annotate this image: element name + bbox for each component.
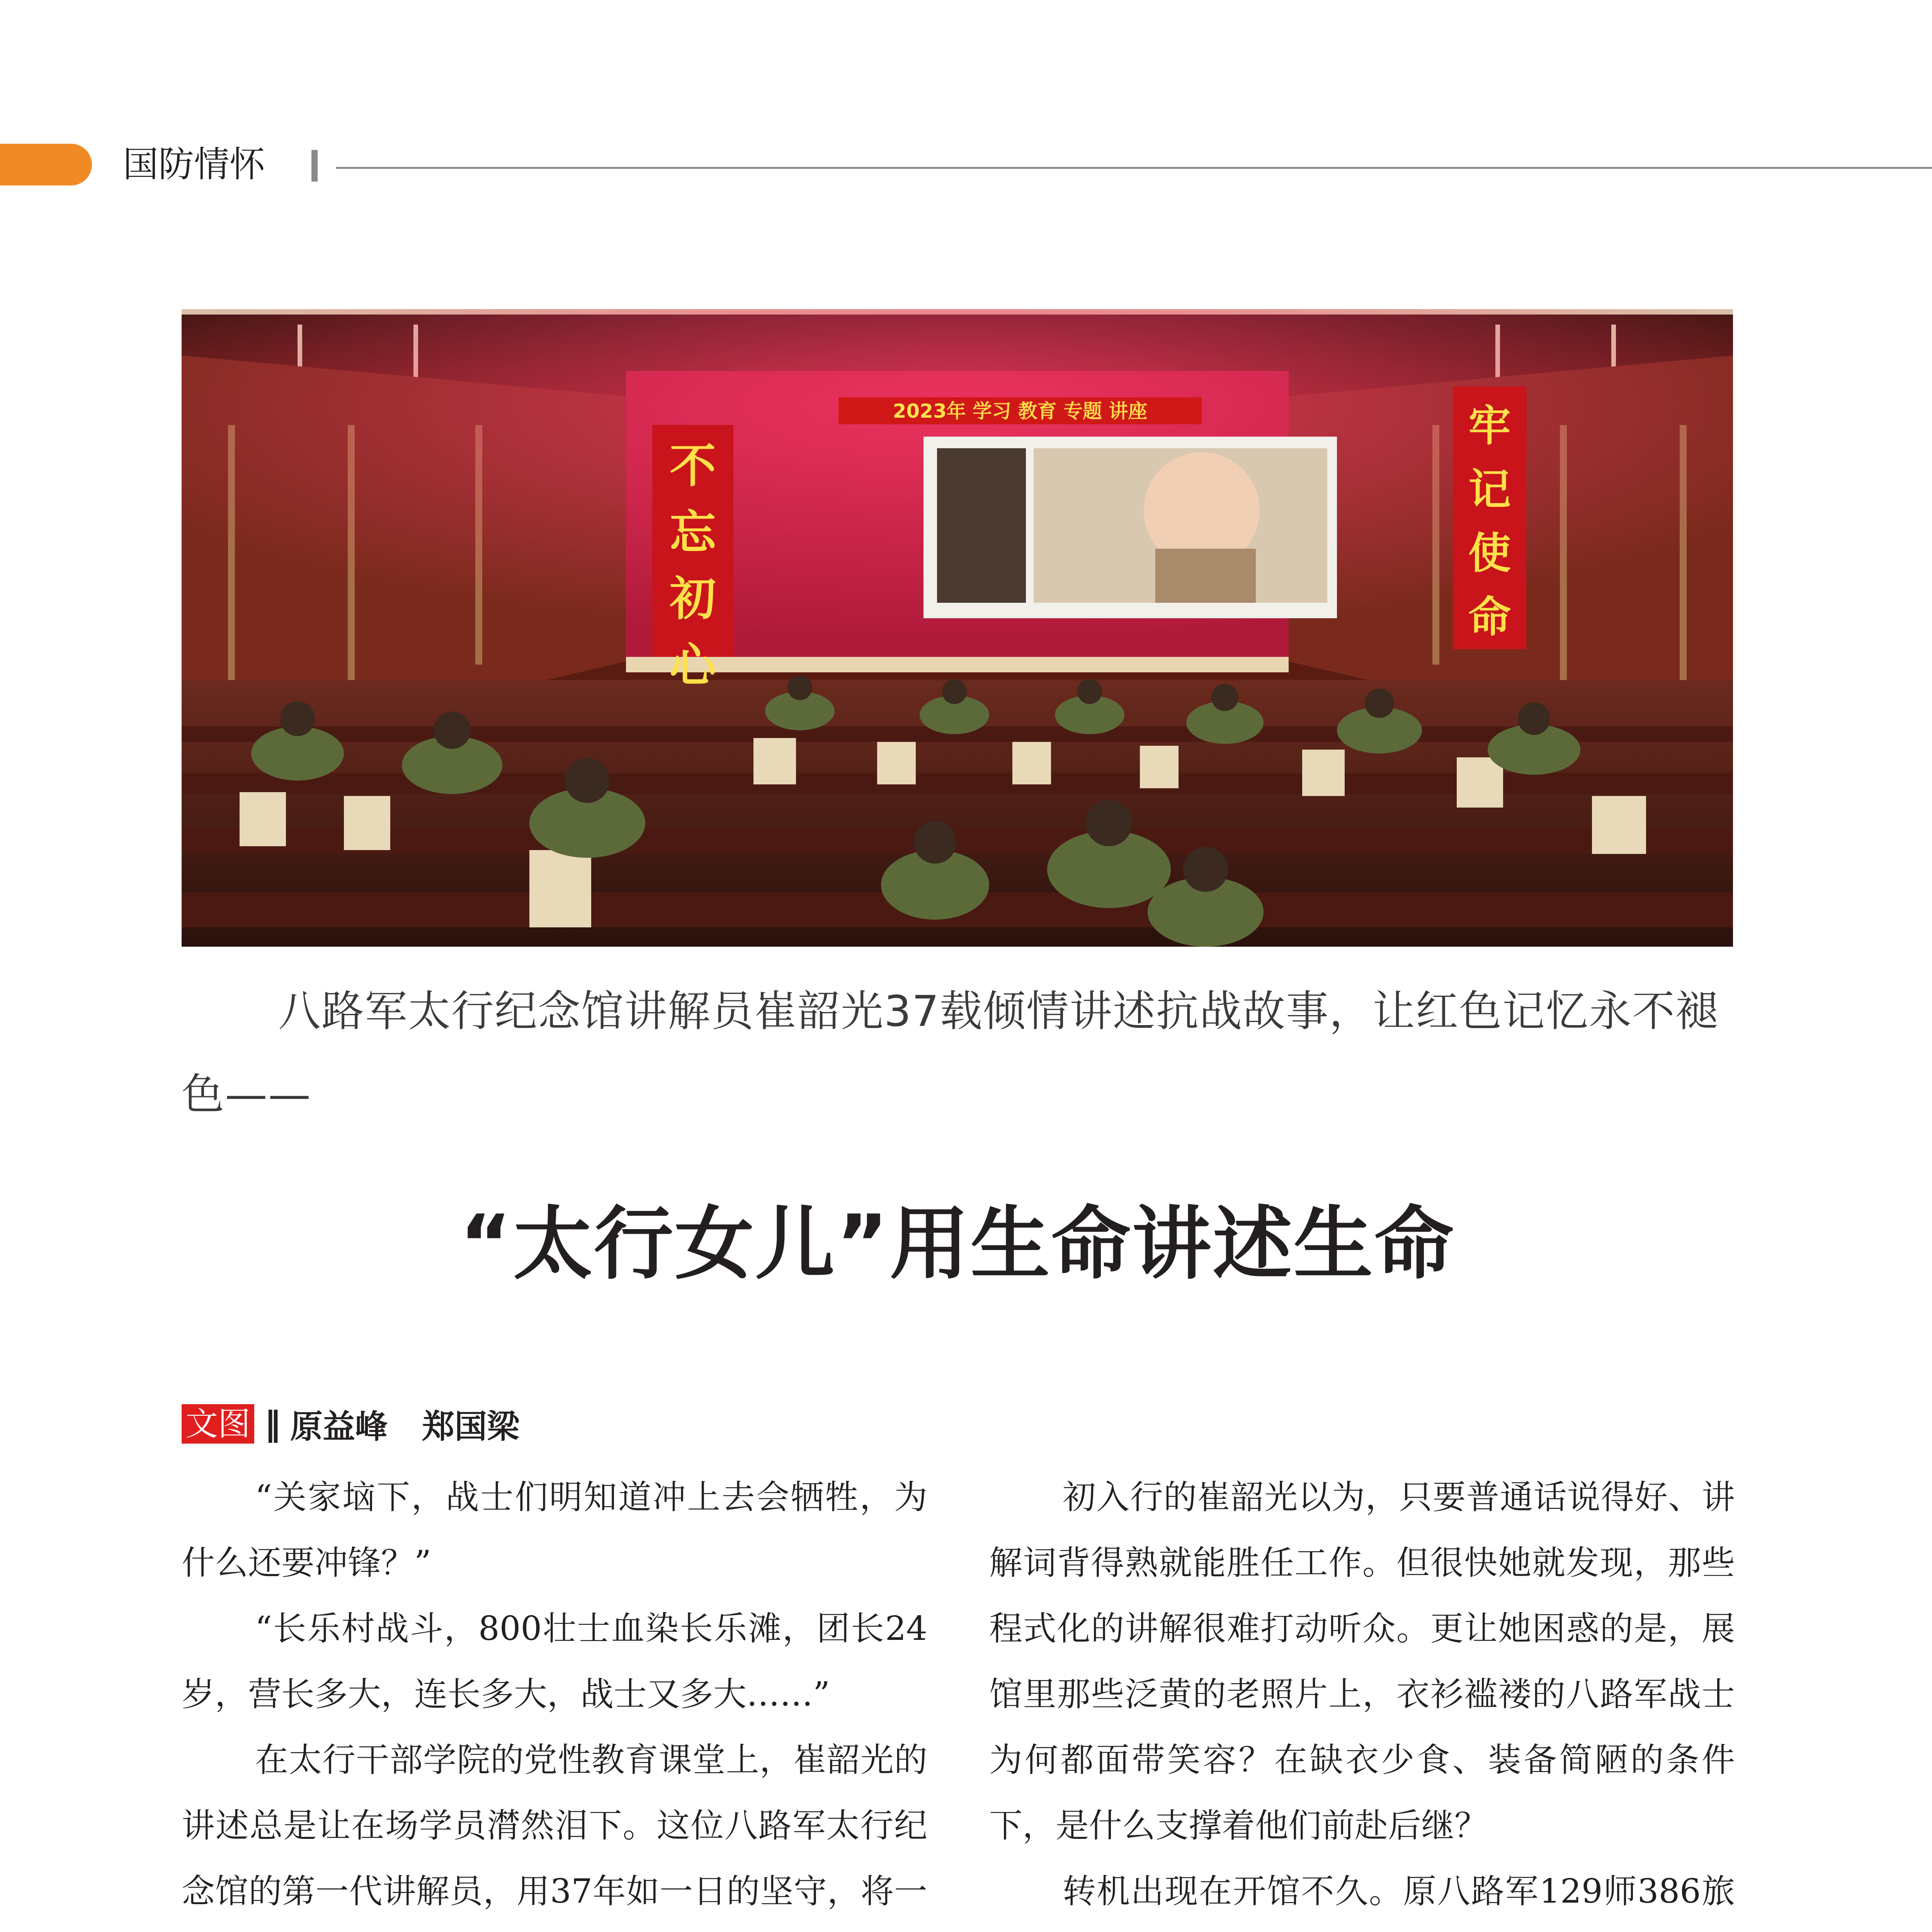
body-column-left [182, 1464, 927, 1932]
lead-paragraph: 八路军太行纪念馆讲解员崔韶光37载倾情讲述抗战故事，让红色记忆永不褪色—— [182, 986, 1719, 1119]
left-banner-char: 不 [670, 439, 716, 493]
right-banner-char: 使 [1468, 528, 1511, 578]
section-title-divider [311, 150, 318, 182]
screen-banner-text: 2023年 学习 教育 专题 讲座 [893, 400, 1148, 422]
byline [182, 1403, 519, 1445]
byline-authors: 原益峰 郑国梁 [290, 1407, 520, 1446]
body-paragraph: 转机出现在开馆不久。原八路军129师386旅 [1063, 1872, 1735, 1911]
right-banner-char: 命 [1468, 592, 1511, 642]
right-vertical-banner [1453, 390, 1526, 645]
body-paragraph: “长乐村战斗，800壮士血染长乐滩，团长24岁，营长多大，连长多大，战士又多大……” [182, 1609, 927, 1714]
header-rule [336, 167, 1932, 169]
left-banner-char: 初 [670, 571, 716, 626]
right-banner-char: 牢 [1468, 400, 1511, 451]
body-paragraph: 在太行干部学院的党性教育课堂上，崔韶光的讲述总是让在场学员潸然泪下。这位八路军太行纪念馆的第一代讲解员，用37年如一日的坚守，将一 [182, 1741, 927, 1911]
left-banner-char: 忘 [670, 505, 716, 560]
body-paragraph: 初入行的崔韶光以为，只要普通话说得好、讲解词背得熟就能胜任工作。但很快她就发现，那些程式化的讲解很难打动听众。更让她困惑的是，展馆里那些泛黄的老照片上，衣衫褴褛的八路军战士为何都面带笑容？在缺衣少食、装备简陋的条件下，是什么支撑着他们前赴后继？ [989, 1478, 1735, 1845]
body-column-right [989, 1464, 1735, 1932]
left-banner-char: 心 [670, 638, 716, 692]
body-paragraph: “关家垴下，战士们明知道冲上去会牺牲，为什么还要冲锋？” [182, 1478, 927, 1582]
section-title: 国防情怀 [123, 144, 265, 185]
byline-separator: ‖ [264, 1405, 281, 1443]
byline-tag: 文图 [182, 1404, 254, 1444]
article-headline: “太行女儿”用生命讲述生命 [459, 1198, 1455, 1290]
left-vertical-banner [652, 429, 733, 692]
lecture-hall-photo [182, 309, 1733, 947]
section-accent-bar [0, 144, 92, 185]
right-banner-char: 记 [1468, 464, 1511, 514]
